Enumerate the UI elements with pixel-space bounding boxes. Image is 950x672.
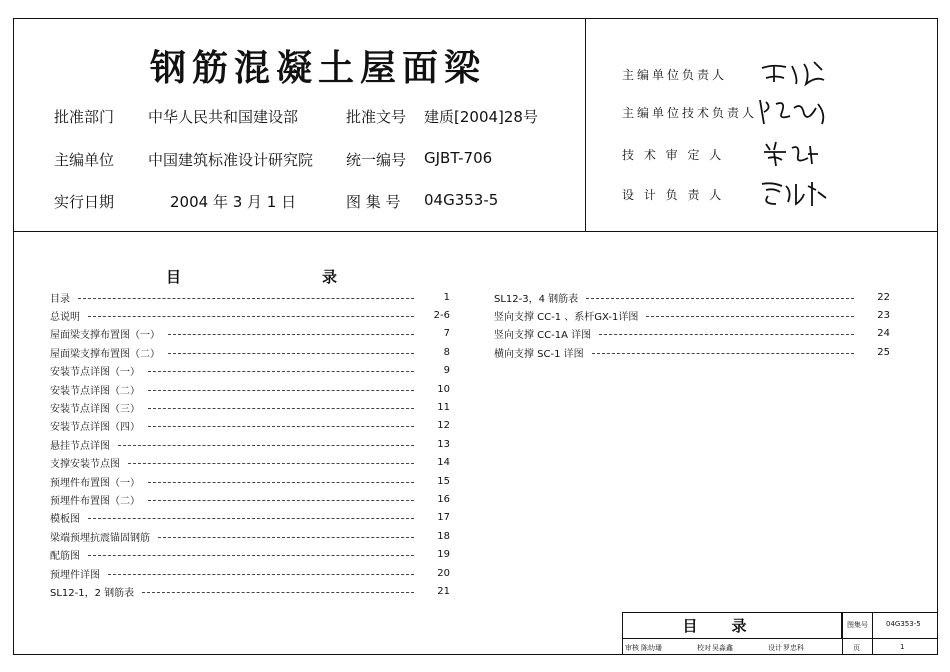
toc-entry: [50, 344, 450, 360]
toc-entry-page: 18: [437, 530, 450, 542]
role-chief-tech: 主编单位技术负责人: [622, 106, 758, 120]
toc-entry-label: 横向支撑 SC-1 详图: [494, 348, 584, 360]
toc-entry-label: 目录: [50, 293, 70, 305]
toc-leader-line: [148, 500, 414, 501]
toc-entry-page: 9: [443, 365, 450, 377]
design-label: 设计: [768, 644, 782, 652]
approval-doc-value: 建质[2004]28号: [424, 108, 538, 126]
toc-entry-label: 总说明: [50, 311, 80, 323]
role-design-lead: 设 计 负 责 人: [622, 188, 725, 202]
title-block-title: 目录: [622, 612, 842, 638]
toc-entry: [50, 491, 450, 507]
editor-unit-label: 主编单位: [54, 151, 115, 169]
approval-dept-label: 批准部门: [54, 108, 115, 126]
toc-entry-page: 22: [877, 291, 890, 303]
toc-leader-line: [168, 353, 414, 354]
toc-leader-line: [592, 353, 854, 354]
toc-entry-label: 预埋件布置图（二）: [50, 495, 140, 507]
toc-entry-page: 2-6: [433, 309, 450, 321]
toc-entry-label: 预埋件布置图（一）: [50, 477, 140, 489]
toc-leader-line: [142, 592, 414, 593]
toc-entry: [50, 326, 450, 342]
toc-entry: [494, 289, 890, 305]
toc-entry: [494, 344, 890, 360]
toc-entry: [50, 399, 450, 415]
toc-entry: [50, 473, 450, 489]
toc-entry: [50, 583, 450, 599]
signature-image: [752, 94, 842, 128]
toc-entry-page: 8: [443, 346, 450, 358]
toc-leader-line: [88, 555, 414, 556]
toc-leader-line: [148, 371, 414, 372]
atlas-number-label: 图 集 号: [346, 193, 401, 211]
header-divider: [13, 231, 938, 232]
approval-doc-label: 批准文号: [346, 108, 407, 126]
toc-entry: [50, 289, 450, 305]
toc-entry-page: 7: [443, 328, 450, 340]
toc-entry-page: 19: [437, 549, 450, 561]
toc-entry-label: 安装节点详图（二）: [50, 385, 140, 397]
atlas-title: 钢筋混凝土屋面梁: [150, 47, 487, 89]
unified-number-value: GJBT-706: [424, 149, 493, 167]
toc-entry: [50, 547, 450, 563]
toc-entry: [50, 565, 450, 581]
check-label: 校对: [697, 644, 711, 652]
role-tech-reviewer: 技 术 审 定 人: [622, 148, 725, 162]
toc-leader-line: [118, 445, 414, 446]
toc-leader-line: [78, 298, 414, 299]
title-block-row-divider: [622, 638, 938, 639]
toc-entry-label: 模板图: [50, 514, 80, 526]
toc-entry-label: 预埋件详图: [50, 569, 100, 581]
toc-entry-label: 竖向支撑 CC-1A 详图: [494, 330, 592, 342]
toc-entry-page: 16: [437, 493, 450, 505]
toc-leader-line: [148, 390, 414, 391]
toc-entry-page: 15: [437, 475, 450, 487]
toc-entry: [50, 381, 450, 397]
signature-image: [752, 56, 842, 90]
toc-entry: [50, 307, 450, 323]
toc-entry-label: 悬挂节点详图: [50, 440, 110, 452]
effective-date-label: 实行日期: [54, 193, 115, 211]
toc-entry-label: 安装节点详图（三）: [50, 403, 140, 415]
toc-entry-label: 安装节点详图（四）: [50, 422, 140, 434]
toc-entry-page: 13: [437, 438, 450, 450]
toc-leader-line: [88, 518, 414, 519]
toc-entry-label: SL12-3，4 钢筋表: [494, 293, 579, 305]
page-value: 1: [900, 643, 905, 651]
design-name: 罗忠科: [783, 644, 804, 652]
toc-leader-line: [88, 316, 414, 317]
header-vertical-divider: [585, 18, 586, 231]
check-name: 吴淼鑫: [712, 644, 733, 652]
page-label: 页: [853, 644, 860, 652]
toc-entry: [50, 363, 450, 379]
toc-entry-page: 17: [437, 512, 450, 524]
toc-entry-page: 23: [877, 309, 890, 321]
toc-entry-page: 10: [437, 383, 450, 395]
title-block-divider: [842, 612, 843, 655]
toc-entry-page: 21: [437, 585, 450, 597]
signature-image: [752, 136, 842, 170]
toc-entry-page: 1: [443, 291, 450, 303]
effective-date-value: 2004 年 3 月 1 日: [170, 193, 297, 211]
toc-entry-label: SL12-1，2 钢筋表: [50, 587, 135, 599]
atlas-number-cell-label: 图集号: [847, 621, 868, 629]
toc-leader-line: [128, 463, 414, 464]
toc-leader-line: [586, 298, 854, 299]
toc-entry: [50, 436, 450, 452]
toc-entry-page: 14: [437, 457, 450, 469]
unified-number-label: 统一编号: [346, 151, 407, 169]
review-name: 陈幼璠: [641, 644, 662, 652]
toc-leader-line: [108, 574, 414, 575]
toc-heading-left: 目: [166, 268, 182, 286]
toc-entry-page: 25: [877, 346, 890, 358]
toc-entry: [50, 528, 450, 544]
review-label: 审核: [625, 644, 639, 652]
toc-entry-label: 屋面梁支撑布置图（二）: [50, 348, 160, 360]
toc-leader-line: [168, 334, 414, 335]
toc-entry: [50, 455, 450, 471]
toc-entry-label: 支撑安装节点图: [50, 459, 120, 471]
toc-entry-label: 安装节点详图（一）: [50, 367, 140, 379]
toc-entry: [50, 418, 450, 434]
toc-leader-line: [148, 482, 414, 483]
toc-entry-label: 配筋图: [50, 551, 80, 563]
toc-leader-line: [646, 316, 854, 317]
signature-image: [752, 176, 842, 210]
atlas-number-value: 04G353-5: [424, 191, 499, 209]
toc-entry: [494, 326, 890, 342]
toc-leader-line: [158, 537, 414, 538]
toc-entry-label: 梁端预埋抗震锚固钢筋: [50, 532, 150, 544]
editor-unit-value: 中国建筑标准设计研究院: [148, 151, 314, 169]
toc-entry: [50, 510, 450, 526]
toc-entry-page: 20: [437, 567, 450, 579]
toc-leader-line: [599, 334, 854, 335]
title-block-divider: [872, 612, 873, 655]
toc-entry-label: 竖向支撑 CC-1 、系杆GX-1详图: [494, 311, 639, 323]
toc-entry-label: 屋面梁支撑布置图（一）: [50, 330, 160, 342]
toc-entry-page: 12: [437, 420, 450, 432]
atlas-number-cell-value: 04G353-5: [886, 620, 921, 628]
toc-leader-line: [148, 408, 414, 409]
role-chief-unit: 主编单位负责人: [622, 68, 728, 82]
approval-dept-value: 中华人民共和国建设部: [148, 108, 299, 126]
toc-leader-line: [148, 426, 414, 427]
toc-entry-page: 24: [877, 328, 890, 340]
toc-heading-right: 录: [322, 268, 338, 286]
toc-entry-page: 11: [437, 401, 450, 413]
toc-entry: [494, 307, 890, 323]
